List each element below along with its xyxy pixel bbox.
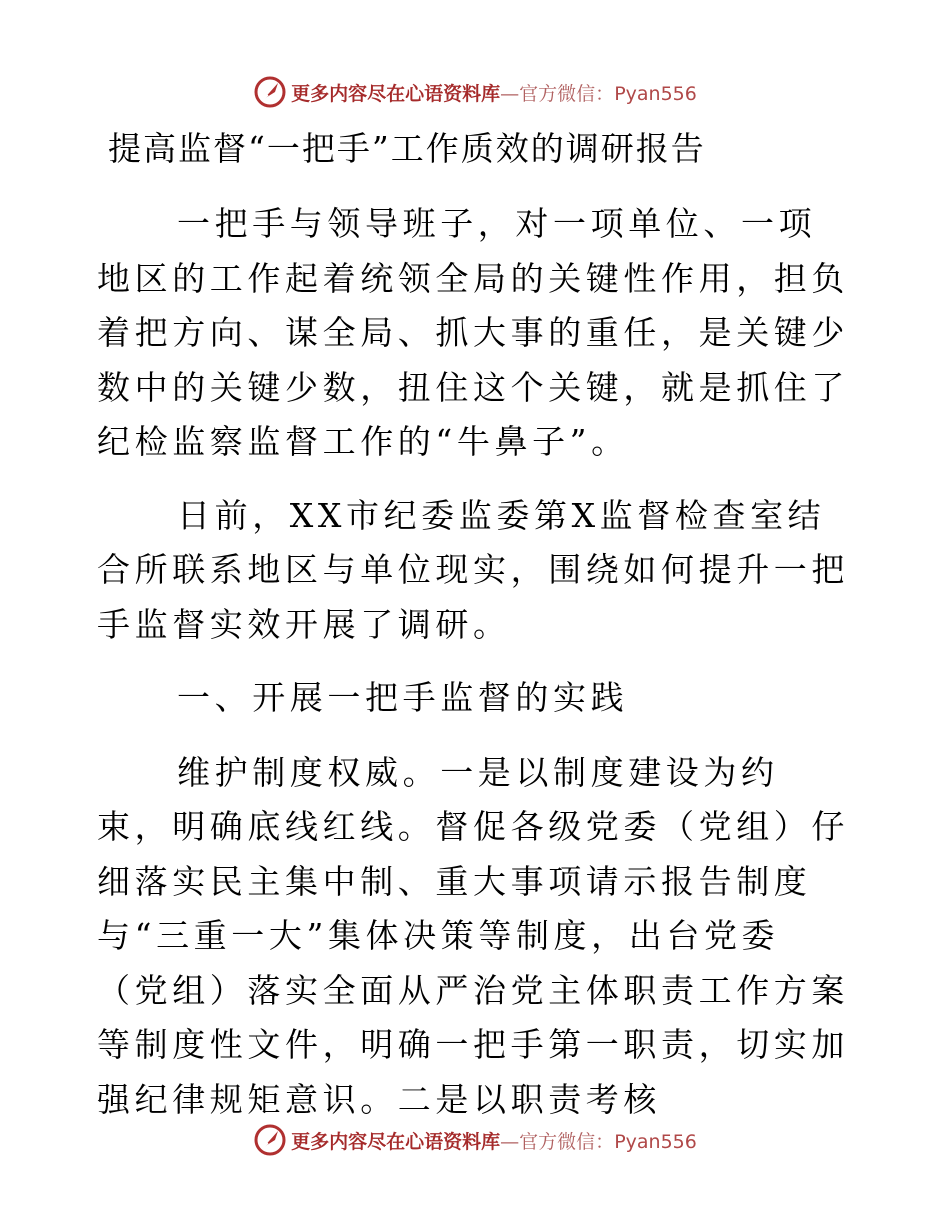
body-paragraph: 一把手与领导班子，对一项单位、一项地区的工作起着统领全局的关键性作用，担负着把方向、谋全局、抓大事的重任，是关键少数中的关键少数，扭住这个关键，就是抓住了纪检监察监督工作的“牛鼻子”。 — [97, 204, 849, 461]
banner-site-text: 更多内容尽在心语资料库 — [291, 82, 501, 105]
document-body — [97, 197, 851, 1146]
banner-wechat-label: 官方微信： — [519, 82, 615, 105]
banner-wechat-id: Pyan556 — [614, 1130, 697, 1153]
banner-wechat-id: Pyan556 — [614, 82, 697, 105]
section-heading: 一、开展一把手监督的实践 — [177, 678, 629, 717]
banner-separator: — — [500, 82, 520, 105]
banner-separator: — — [500, 1130, 520, 1153]
header-banner — [0, 72, 950, 112]
banner-site-text: 更多内容尽在心语资料库 — [291, 1130, 501, 1153]
body-paragraph: 维护制度权威。一是以制度建设为约束，明确底线红线。督促各级党委（党组）仔细落实民主集中制、重大事项请示报告制度与“三重一大”集体决策等制度，出台党委（党组）落实全面从严治党主体职责工作方案等制度性文件，明确一把手第一职责，切实加强纪律规矩意识。二是以职责考核 — [97, 752, 849, 1119]
quill-pen-logo-icon — [253, 75, 287, 109]
banner-text — [291, 1127, 697, 1154]
body-paragraph: 日前，XX市纪委监委第X监督检查室结合所联系地区与单位现实，围绕如何提升一把手监督实效开展了调研。 — [97, 495, 849, 644]
quill-pen-logo-icon — [253, 1123, 287, 1157]
footer-banner — [0, 1120, 950, 1160]
document-title: 提高监督“一把手”工作质效的调研报告 — [108, 129, 706, 168]
banner-text — [291, 79, 697, 106]
banner-wechat-label: 官方微信： — [519, 1130, 615, 1153]
